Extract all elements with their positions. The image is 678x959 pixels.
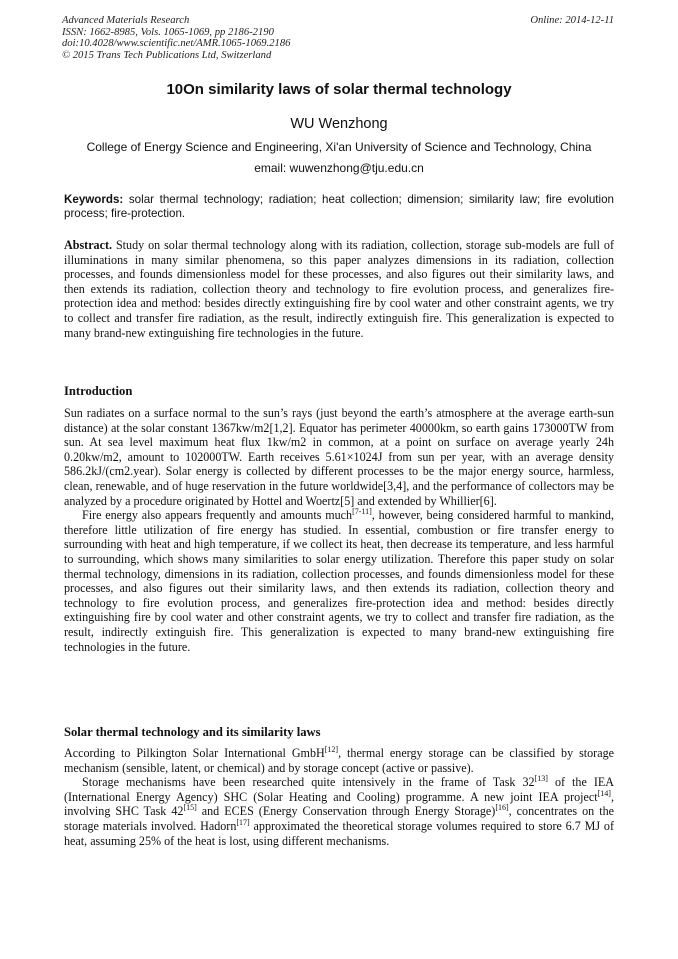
solar-p2-text-b: of the IEA (International Energy Agency) SHC (Solar Heating and Cooling) programme. A new joint IEA project xyxy=(64,775,614,804)
citation-13: [13] xyxy=(534,774,548,784)
keywords-text: solar thermal technology; radiation; heat collection; dimension; similarity law; fire evolution process; fire-protection. xyxy=(64,193,614,221)
doi-line: doi:10.4028/www.scientific.net/AMR.1065-1069.2186 xyxy=(62,38,291,50)
citation-17: [17] xyxy=(236,817,250,827)
solar-p2-text-c: , involving SHC Task 42 xyxy=(64,789,614,819)
solar-p2-text-a: Storage mechanisms have been researched quite intensively in the frame of Task 32 xyxy=(82,775,535,790)
author-email: email: wuwenzhong@tju.edu.cn xyxy=(254,161,424,175)
solar-paragraph-1 xyxy=(64,746,614,775)
intro-p2-text-a: Fire energy also appears frequently and amounts much xyxy=(82,508,353,523)
introduction-heading: Introduction xyxy=(64,384,133,398)
abstract-block xyxy=(64,238,614,340)
citation-14: [14] xyxy=(597,788,611,798)
abstract-text: Study on solar thermal technology along with its radiation, collection, storage sub-models are full of illuminations in many similar phenomena, so this paper analyzes dimensions in its radiation, collection processes, and founds dimensionless model for these processes, and also figures out their similarity laws, and then extends its radiation, collection theory and technology to fire evolution process, and generalizes fire-protection idea and method: besides directly extinguishing fire by cool water and other constraint agents, we try to collect and transfer fire radiation, as the result, indirectly extinguish fire. This generalization is expected to many brand-new extinguishing fire technologies in the future. xyxy=(64,238,614,340)
solar-p2-text-e: , concentrates on the storage materials involved. Hadorn xyxy=(64,804,614,833)
affiliation: College of Energy Science and Engineering, Xi'an University of Science and Technology, China xyxy=(86,140,592,154)
issn-line: ISSN: 1662-8985, Vols. 1065-1069, pp 2186-2190 xyxy=(62,26,274,38)
paper-title: 10On similarity laws of solar thermal technology xyxy=(166,81,512,98)
keywords-block xyxy=(64,193,614,221)
solar-p1-text-b: , thermal energy storage can be classified by storage mechanism (sensible, latent, or chemical) and by storage concept (active or passive). xyxy=(64,746,614,775)
citation-7-11: [7-11] xyxy=(352,507,372,517)
author-name: WU Wenzhong xyxy=(290,116,388,132)
abstract-label: Abstract. xyxy=(64,238,113,252)
journal-header xyxy=(62,15,290,61)
keywords-label: Keywords: xyxy=(64,193,124,206)
citation-15: [15] xyxy=(183,803,197,813)
solar-p2-text-d: and ECES (Energy Conservation through Energy Storage) xyxy=(196,804,496,819)
citation-16: [16] xyxy=(495,803,509,813)
citation-12: [12] xyxy=(324,745,339,754)
intro-p2-text-b: , however, being considered harmful to mankind, therefore little utilization of fire energy has studied. In essential, combustion or fire transfer energy to surrounding with heat and high temperature, if we collect its heat, then decrease its temperature, and less harmful to surrounding, which shows many similarities to solar energy utilization. Therefore this paper study on solar thermal technology, dimensions in its radiation, collection processes, and founds dimensionless model for these processes, and also figures out their similarity laws, and then extends its radiation, collection theory and technology to fire evolution process, and generalizes fire-protection idea and method: besides directly extinguishing fire by cool water and other constraint agents, we try to collect and transfer fire radiation, as the result, indirectly extinguish fire. This generalization is expected to many brand-new extinguishing fire technologies in the future. xyxy=(64,508,614,654)
online-date: Online: 2014-12-11 xyxy=(530,15,614,26)
copyright-line: © 2015 Trans Tech Publications Ltd, Switzerland xyxy=(62,49,272,61)
solar-section-heading: Solar thermal technology and its similarity laws xyxy=(64,725,321,739)
solar-paragraph-2 xyxy=(64,775,614,848)
journal-name: Advanced Materials Research xyxy=(62,15,190,26)
intro-paragraph-1: Sun radiates on a surface normal to the sun’s rays (just beyond the earth’s atmosphere at the average earth-sun distance) at the solar constant 1367kw/m2[1,2]. Equator has perimeter 40000km, so earth gains 173000TW from sun. At sea level maximum heat flux 1kw/m2 in common, at a point on surface on average yearly 24h 0.20kw/m2, amount to 102000TW. Earth receives 5.61×1024J from sun per year, with an average density 586.2kJ/(cm2.year). Solar energy is collected by different processes to be the major energy source, harmless, clean, renewable, and of huge reservation in the future worldwide[3,4], and the performance of collectors may be analyzed by a procedure originated by Hottel and Woertz[5] and extended by Whillier[6]. xyxy=(64,406,614,508)
introduction-body xyxy=(64,406,614,654)
solar-p1-text-a: According to Pilkington Solar International GmbH xyxy=(64,746,325,760)
solar-p2-text-f: approximated the theoretical storage volumes required to store 6.7 MJ of heat, assuming 25% of the heat is lost, using different mechanisms. xyxy=(64,818,614,848)
solar-section-body xyxy=(64,746,614,848)
intro-paragraph-2 xyxy=(64,508,614,654)
